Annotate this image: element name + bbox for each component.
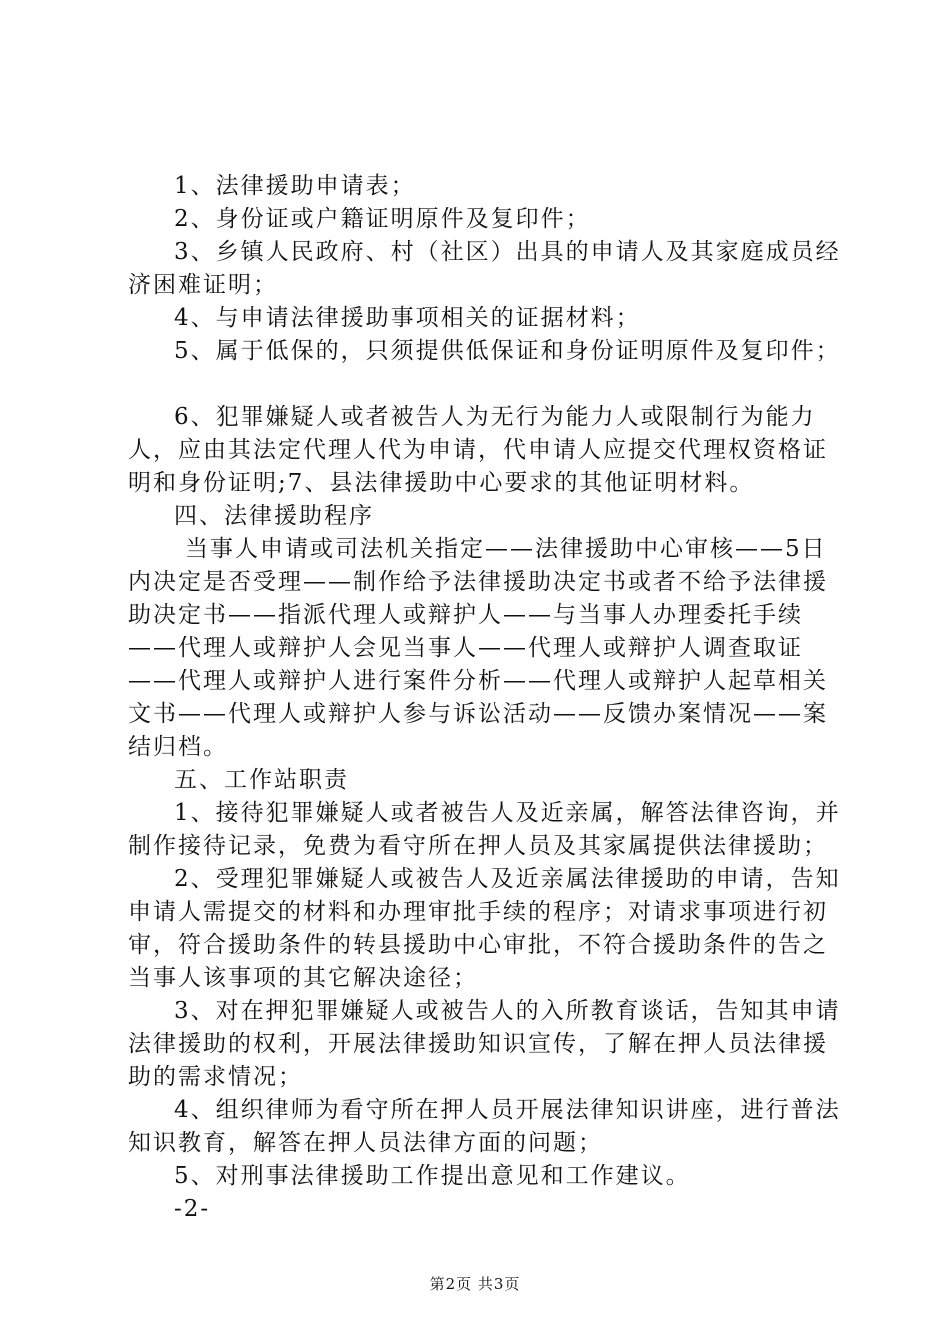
- procedure-paragraph: 当事人申请或司法机关指定——法律援助中心审核——5日内决定是否受理——制作给予法律援助决定书或者不给予法律援助决定书——指派代理人或辩护人——与当事人办理委托手续——代理人或辩护人会见当事人——代理人或辩护人调查取证——代理人或辩护人进行案件分析——代理人或辩护人起草相关文书——代理人或辩护人参与诉讼活动——反馈办案情况——案结归档。: [128, 536, 828, 760]
- list-item-1: 1、法律援助申请表；: [174, 173, 416, 199]
- duty-item-1: 1、接待犯罪嫌疑人或者被告人及近亲属，解答法律咨询，并制作接待记录，免费为看守所在押人员及其家属提供法律援助；: [128, 800, 841, 859]
- duty-item-5: 5、对刑事法律援助工作提出意见和工作建议。: [174, 1163, 691, 1189]
- list-item-3: 3、乡镇人民政府、村（社区）出具的申请人及其家庭成员经济困难证明；: [128, 239, 841, 298]
- inline-page-number: -2-: [174, 1196, 211, 1222]
- section-heading-procedure: 四、法律援助程序: [174, 503, 374, 529]
- duty-item-2: 2、受理犯罪嫌疑人或被告人及近亲属法律援助的申请，告知申请人需提交的材料和办理审批手续的程序；对请求事项进行初审，符合援助条件的转县援助中心审批，不符合援助条件的告之当事人该事项的其它解决途径；: [128, 866, 841, 991]
- list-item-2: 2、身份证或户籍证明原件及复印件；: [174, 206, 591, 232]
- list-item-5: 5、属于低保的，只须提供低保证和身份证明原件及复印件；: [174, 338, 841, 364]
- page-footer: 第2页 共3页: [429, 1275, 521, 1293]
- document-body: [128, 170, 848, 1226]
- duty-item-3: 3、对在押犯罪嫌疑人或被告人的入所教育谈话，告知其申请法律援助的权利，开展法律援助知识宣传，了解在押人员法律援助的需求情况；: [128, 998, 841, 1090]
- duty-item-4: 4、组织律师为看守所在押人员开展法律知识讲座，进行普法知识教育，解答在押人员法律方面的问题；: [128, 1097, 841, 1156]
- list-item-4: 4、与申请法律援助事项相关的证据材料；: [174, 305, 641, 331]
- list-item-6-7: 6、犯罪嫌疑人或者被告人为无行为能力人或限制行为能力人，应由其法定代理人代为申请，代申请人应提交代理权资格证明和身份证明;7、县法律援助中心要求的其他证明材料。: [128, 404, 828, 496]
- section-heading-duties: 五、工作站职责: [174, 767, 349, 793]
